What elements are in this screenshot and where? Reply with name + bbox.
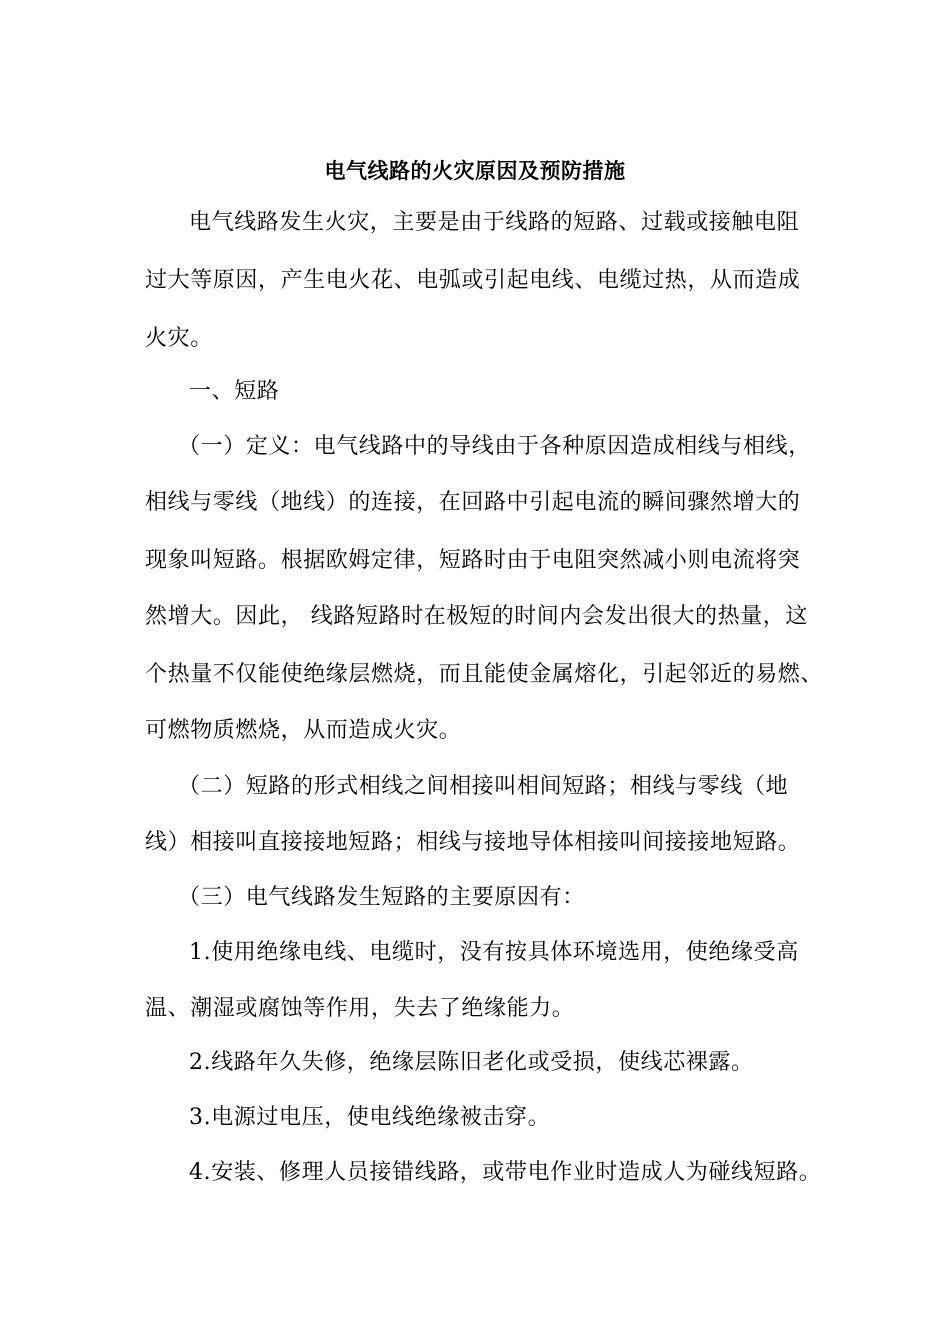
paragraph-line: 个热量不仅能使绝缘层燃烧，而且能使金属熔化，引起邻近的易燃、 bbox=[145, 662, 824, 687]
list-item-line: 温、潮湿或腐蚀等作用，失去了绝缘能力。 bbox=[145, 996, 575, 1021]
list-item-line: 2.线路年久失修，绝缘层陈旧老化或受损，使线芯裸露。 bbox=[189, 1050, 754, 1075]
paragraph-line: 可燃物质燃烧，从而造成火灾。 bbox=[145, 718, 462, 743]
list-item-line: 3.电源过电压，使电线绝缘被击穿。 bbox=[189, 1105, 551, 1130]
paragraph-line: 电气线路发生火灾，主要是由于线路的短路、过载或接触电阻 bbox=[189, 210, 800, 235]
paragraph-line: （三）电气线路发生短路的主要原因有： bbox=[178, 885, 585, 910]
document-title: 电气线路的火灾原因及预防措施 bbox=[324, 158, 626, 183]
paragraph-line: 火灾。 bbox=[145, 326, 213, 351]
list-item-line: 4.安装、修理人员接错线路，或带电作业时造成人为碰线短路。 bbox=[189, 1160, 822, 1185]
paragraph-line: 相线与零线（地线）的连接，在回路中引起电流的瞬间骤然增大的 bbox=[145, 490, 801, 515]
paragraph-line: 过大等原因，产生电火花、电弧或引起电线、电缆过热，从而造成 bbox=[145, 268, 801, 293]
paragraph-line: 然增大。因此， 线路短路时在极短的时间内会发出很大的热量，这 bbox=[145, 604, 808, 629]
section-heading: 一、短路 bbox=[189, 379, 280, 404]
paragraph-line: 线）相接叫直接接地短路；相线与接地导体相接叫间接接地短路。 bbox=[145, 830, 801, 855]
list-item-line: 1.使用绝缘电线、电缆时，没有按具体环境选用，使绝缘受高 bbox=[189, 940, 799, 965]
paragraph-line: （一）定义：电气线路中的导线由于各种原因造成相线与相线， bbox=[178, 434, 811, 459]
paragraph-line: （二）短路的形式相线之间相接叫相间短路；相线与零线（地 bbox=[178, 774, 789, 799]
paragraph-line: 现象叫短路。根据欧姆定律，短路时由于电阻突然减小则电流将突 bbox=[145, 548, 801, 573]
